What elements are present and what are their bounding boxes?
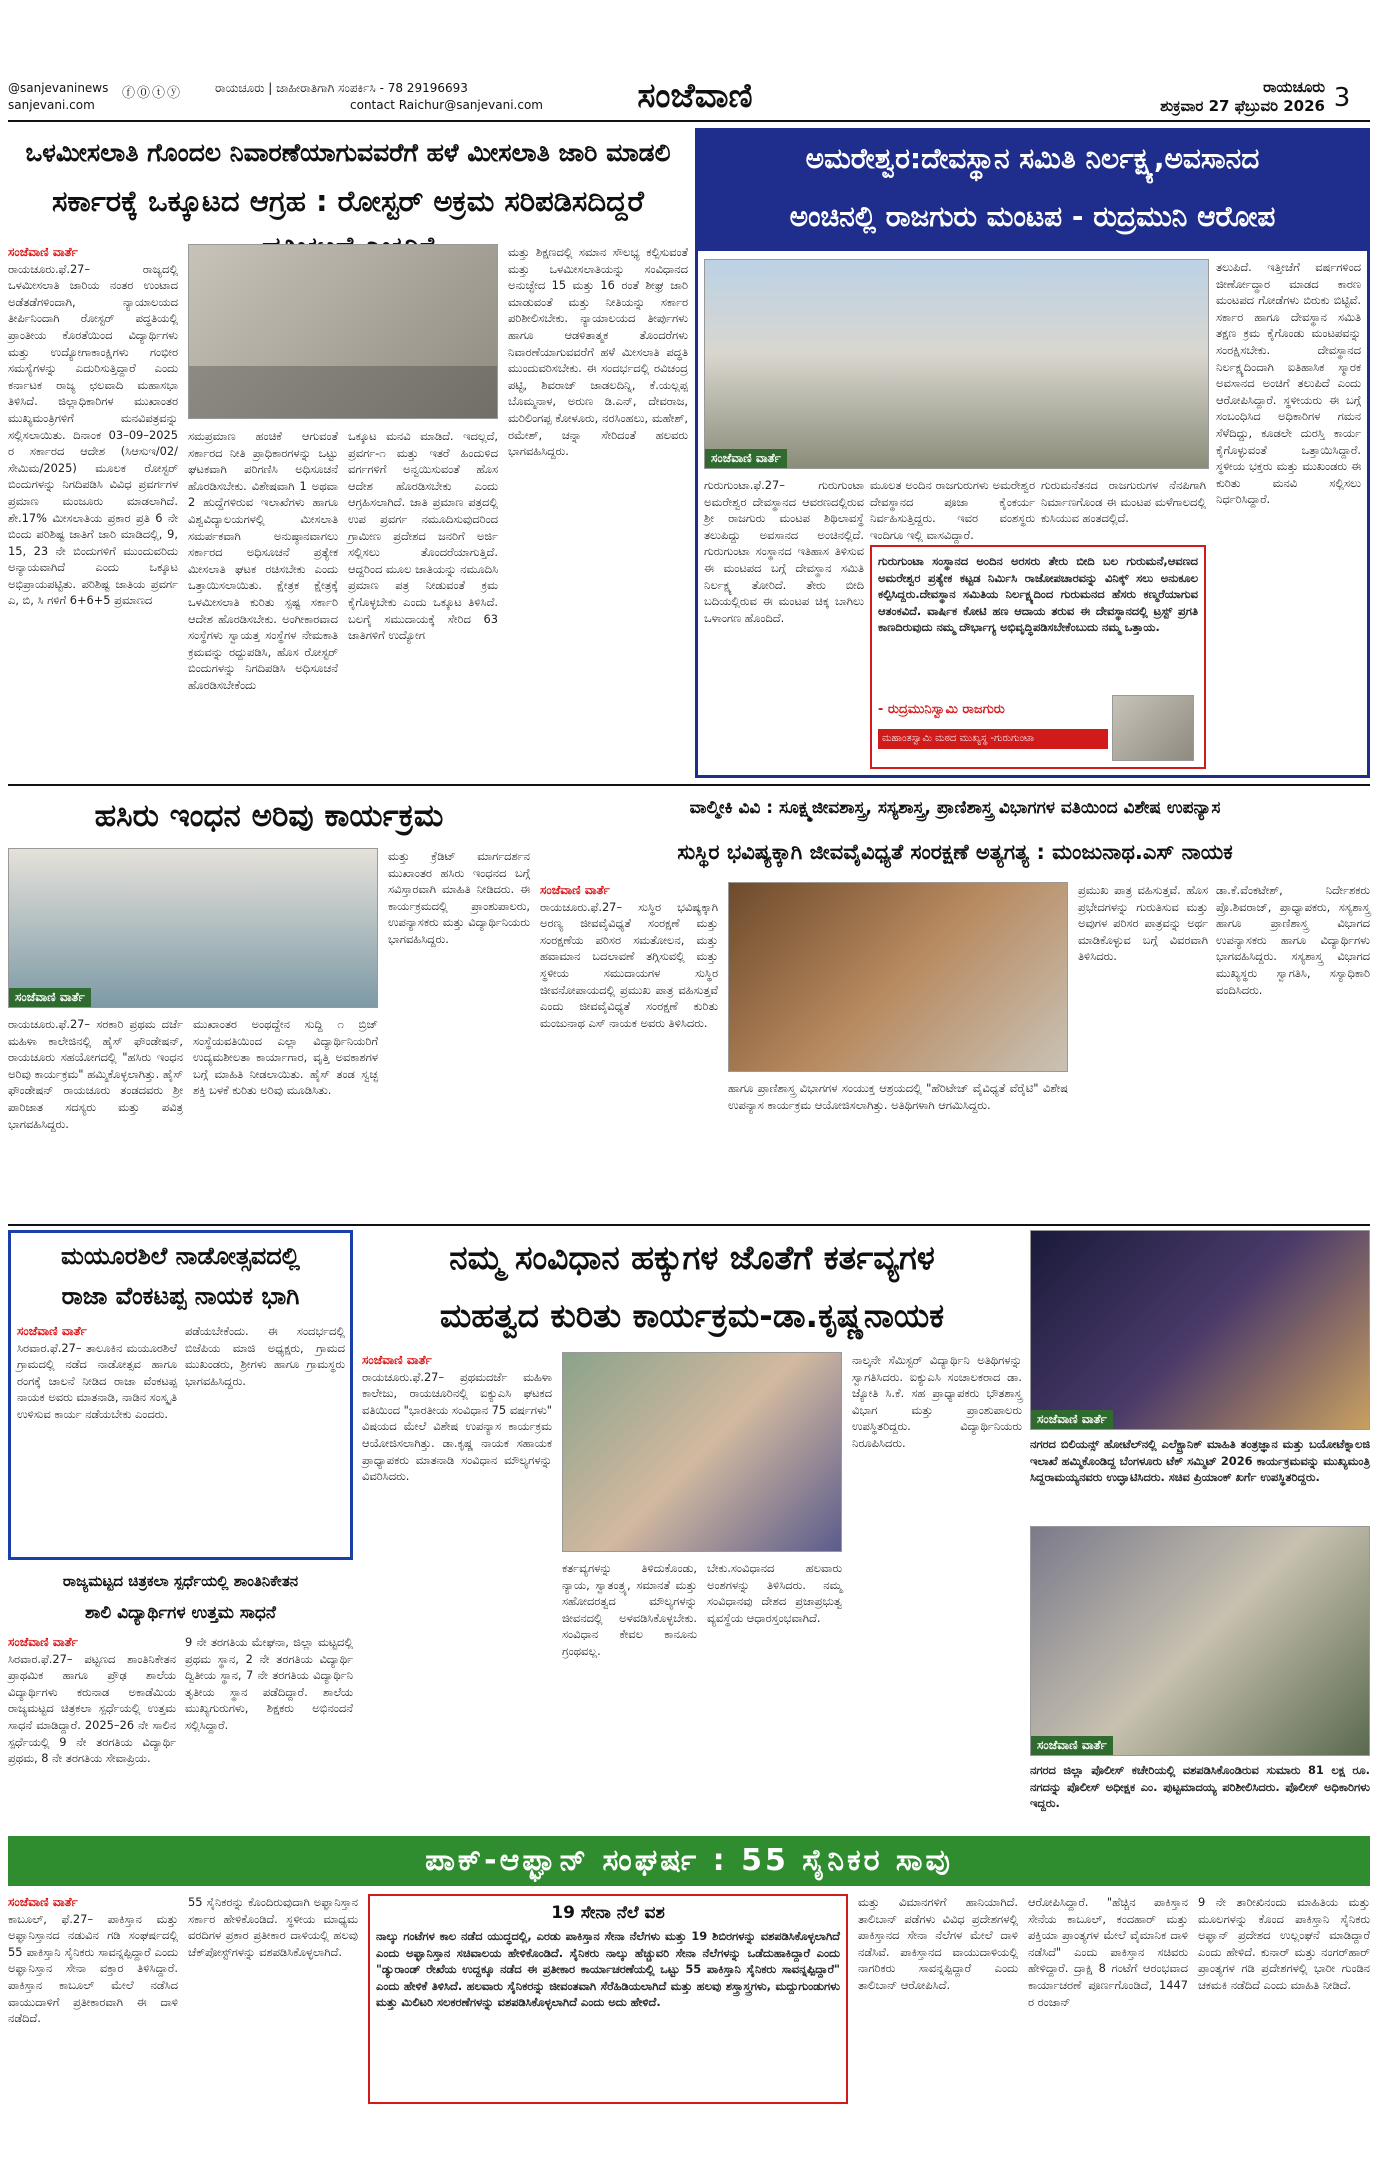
byline: ಸಂಜೆವಾಣಿ ವಾರ್ತೆ xyxy=(362,1353,432,1367)
divider xyxy=(8,784,1370,786)
story-kicker: ಒಳಮೀಸಲಾತಿ ಗೊಂದಲ ನಿವಾರಣೆಯಾಗುವವರೆಗೆ ಹಳೆ ಮೀಸಲಾತಿ ಜಾರಿ ಮಾಡಲಿ xyxy=(25,138,671,167)
photo-tag: ಸಂಜೆವಾಣಿ ವಾರ್ತೆ xyxy=(1031,1736,1113,1755)
divider xyxy=(8,120,1370,122)
story-headline: ಸರ್ಕಾರಕ್ಕೆ ಒಕ್ಕೂಟದ ಆಗ್ರಹ : ರೋಸ್ಟರ್ ಅಕ್ರಮ ಸರಿಪಡಿಸದಿದ್ದರೆ xyxy=(52,184,644,218)
story-photo xyxy=(562,1352,842,1552)
story-column xyxy=(562,1560,697,1830)
story-text: ಮುಖಾಂತರ ಅಂಥದ್ದೇನ ಸುದ್ದಿ ೧ ಬ್ರಿಜ್ ಸಂಸ್ಥೆಯವತಿಯಿಂದ ಎಲ್ಲಾ ವಿದ್ಯಾರ್ಥಿನಿಯರಿಗೆ ಉದ್ಯಮಶೀಲತಾ ಕಾರ್ಯಾಗಾರ, ವೃತ್ತಿ ಅವಕಾಶಗಳ ಬಗ್ಗೆ ಮಾಹಿತಿ ನೀಡಲಾಯಿತು. ಹೈಸ್ ತಂಡ ಸ್ವಚ್ಛ ಶಕ್ತಿ ಬಳಕೆ ಕುರಿತು ಅರಿವು ಮೂಡಿಸಿತು. xyxy=(193,1017,378,1098)
photo-tag: ಸಂಜೆವಾಣಿ ವಾರ್ತೆ xyxy=(705,449,787,468)
story-text: ರಾಯಚೂರು.ಫೆ.27– ಪ್ರಥಮದರ್ಜೆ ಮಹಿಳಾ ಕಾಲೇಜು, ರಾಯಚೂರಿನಲ್ಲಿ ಐಕ್ಯುಎಸಿ ಘಟಕದ ವತಿಯಿಂದ "ಭಾರತೀಯ ಸಂವಿಧಾನ 75 ವರ್ಷಗಳು" ವಿಷಯದ ಮೇಲೆ ವಿಶೇಷ ಉಪನ್ಯಾಸ ಕಾರ್ಯಕ್ರಮ ಆಯೋಜಿಸಲಾಗಿತ್ತು. ಡಾ.ಕೃಷ್ಣ ನಾಯಕ ಸಹಾಯಕ ಪ್ರಾಧ್ಯಾಪಕರು ಮಾತನಾಡಿ ಸಂವಿಧಾನ ಮೌಲ್ಯಗಳನ್ನು ವಿವರಿಸಿದರು. xyxy=(362,1369,552,1484)
story-column xyxy=(1216,259,1361,769)
story-biodiversity xyxy=(540,790,1370,1220)
story-column xyxy=(728,1080,1068,1220)
story-column xyxy=(1028,1894,1188,2161)
story-text: ಗುರುಮನೆತನದ ರಾಜಗುರುಗಳ ನೆನಪಿಗಾಗಿ ನಿರ್ಮಾಣಗೊಂಡ ಈ ಮಂಟಪ ಮಳೆಗಾಲದಲ್ಲಿ ಕುಸಿಯುವ ಹಂತದಲ್ಲಿದೆ. xyxy=(1041,478,1206,526)
story-pak-afghan xyxy=(8,1836,1370,2161)
story-kicker: ವಾಲ್ಮೀಕಿ ವಿವಿ : ಸೂಕ್ಷ್ಮಜೀವಶಾಸ್ತ್ರ, ಸಸ್ಯಶಾಸ್ತ್ರ, ಪ್ರಾಣಿಶಾಸ್ತ್ರ ವಿಭಾಗಗಳ ವತಿಯಿಂದ ವಿಶೇಷ ಉಪನ್ಯಾಸ xyxy=(689,798,1221,818)
story-column xyxy=(388,848,530,1220)
ad-contact: ರಾಯಚೂರು | ಜಾಹೀರಾತಿಗಾಗಿ ಸಂಪರ್ಕಿಸಿ - 78 29196693 contact Raichur@sanjevani.com xyxy=(215,81,543,112)
story-column xyxy=(185,1323,345,1557)
edition: ರಾಯಚೂರು xyxy=(1263,78,1325,96)
story-drawing-contest xyxy=(8,1566,353,1831)
story-headline: ರಾಜಾ ವೆಂಕಟಪ್ಪ ನಾಯಕ ಭಾಗಿ xyxy=(61,1282,300,1310)
story-text: ಒಕ್ಕೂಟ ಮನವಿ ಮಾಡಿದೆ. ಇದಲ್ಲದೆ, ಪ್ರವರ್ಗ-೧ ಮತ್ತು ಇತರೆ ಹಿಂದುಳಿದ ವರ್ಗಗಳಿಗೆ ಅನ್ವಯಿಸುವಂತೆ ಹೊಸ ಆದೇಶ ಹೊರಡಿಸಬೇಕು ಎಂದು ಆಗ್ರಹಿಸಲಾಗಿದೆ. ಜಾತಿ ಪ್ರಮಾಣ ಪತ್ರದಲ್ಲಿ ಉಪ ಪ್ರವರ್ಗ ನಮೂದಿಸುವುದರಿಂದ ಗ್ರಾಮೀಣ ಪ್ರದೇಶದ ಜನರಿಗೆ ಅರ್ಜಿ ಸಲ್ಲಿಸಲು ತೊಂದರೆಯಾಗುತ್ತಿದೆ. ಆದ್ದರಿಂದ ಮೂಲ ಜಾತಿಯನ್ನು ನಮೂದಿಸಿ ಪ್ರಮಾಣ ಪತ್ರ ನೀಡುವಂತೆ ಕ್ರಮ ಕೈಗೊಳ್ಳಬೇಕು ಎಂದು ಒಕ್ಕೂಟ ತಿಳಿಸಿದೆ. ಬಲಗೈ ಸಮುದಾಯಕ್ಕೆ ಸೇರಿದ 63 ಜಾತಿಗಳಿಗೆ ಉದ್ಯೋಗ xyxy=(348,429,498,643)
story-column xyxy=(1216,882,1370,1220)
photo-story-tech-summit xyxy=(1030,1230,1370,1520)
story-headline: ಹಸಿರು ಇಂಧನ ಅರಿವು ಕಾರ್ಯಕ್ರಮ xyxy=(94,798,444,834)
story-text: ಕಾಬೂಲ್, ಫೆ.27– ಪಾಕಿಸ್ತಾನ ಮತ್ತು ಅಫ್ಘಾನಿಸ್ತಾನದ ನಡುವಿನ ಗಡಿ ಸಂಘರ್ಷದಲ್ಲಿ 55 ಪಾಕಿಸ್ತಾನಿ ಸೈನಿಕರು ಸಾವನ್ನಪ್ಪಿದ್ದಾರೆ ಎಂದು ಅಫ್ಘಾನಿಸ್ತಾನ ಸೇನಾ ವಕ್ತಾರ ತಿಳಿಸಿದ್ದಾರೆ. ಪಾಕಿಸ್ತಾನ ಕಾಬೂಲ್ ಮೇಲೆ ನಡೆಸಿದ ವಾಯುದಾಳಿಗೆ ಪ್ರತೀಕಾರವಾಗಿ ಈ ದಾಳಿ ನಡೆದಿದೆ. xyxy=(8,1911,178,2026)
story-headline: ಅಂಚಿನಲ್ಲಿ ರಾಜಗುರು ಮಂಟಪ - ರುದ್ರಮುನಿ ಆರೋಪ xyxy=(789,200,1276,233)
story-text: ಗುರುಗುಂಟಾ.ಫೆ.27– ಗುರುಗುಂಟಾ ಅಮರೇಶ್ವರ ದೇವಸ್ಥಾನದ ಆವರಣದಲ್ಲಿರುವ ಶ್ರೀ ರಾಜಗುರು ಮಂಟಪ ಶಿಥಿಲಾವಸ್ಥೆ ತಲುಪಿದ್ದು ಅವಸಾನದ ಅಂಚಿನಲ್ಲಿದೆ. ಗುರುಗುಂಟಾ ಸಂಸ್ಥಾನದ ಇತಿಹಾಸ ತಿಳಿಸುವ ಈ ಮಂಟಪದ ಬಗ್ಗೆ ದೇವಸ್ಥಾನ ಸಮಿತಿ ನಿರ್ಲಕ್ಷ್ಯ ತೋರಿದೆ. ತೇರು ಬೀದಿ ಬದಿಯಲ್ಲಿರುವ ಈ ಮಂಟಪ ಚಿಕ್ಕ ಬಾಗಿಲು ಒಳಾಂಗಣ ಹೊಂದಿದೆ. xyxy=(704,478,864,625)
photo-caption: ನಗರದ ಜಿಲ್ಲಾ ಪೊಲೀಸ್ ಕಚೇರಿಯಲ್ಲಿ ವಶಪಡಿಸಿಕೊಂಡಿರುವ ಸುಮಾರು 81 ಲಕ್ಷ ರೂ. ನಗದನ್ನು ಪೊಲೀಸ್ ಅಧೀಕ್ಷಕ ಎಂ. ಪುಟ್ಟಮಾದಯ್ಯ ಪರಿಶೀಲಿಸಿದರು. ಪೊಲೀಸ್ ಅಧಿಕಾರಿಗಳು ಇದ್ದರು. xyxy=(1030,1763,1370,1811)
edition-date xyxy=(965,78,1325,118)
contact-email[interactable]: contact Raichur@sanjevani.com xyxy=(350,98,543,112)
story-column xyxy=(870,477,1035,542)
social-handles xyxy=(8,80,128,116)
story-column xyxy=(1041,477,1206,537)
story-column xyxy=(185,1634,353,1831)
story-headline: ರಾಜ್ಯಮಟ್ಟದ ಚಿತ್ರಕಲಾ ಸ್ಪರ್ಧೆಯಲ್ಲಿ ಶಾಂತಿನಿಕೇತನ xyxy=(62,1572,299,1590)
story-text: ಕರ್ತವ್ಯಗಳನ್ನು ತಿಳಿದುಕೊಂಡು, ನ್ಯಾಯ, ಸ್ವಾತಂತ್ರ್ಯ, ಸಮಾನತೆ ಮತ್ತು ಸಹೋದರತ್ವದ ಮೌಲ್ಯಗಳನ್ನು ಜೀವನದಲ್ಲಿ ಅಳವಡಿಸಿಕೊಳ್ಳಬೇಕು. ಸಂವಿಧಾನ ಕೇವಲ ಕಾನೂನು ಗ್ರಂಥವಲ್ಲ. xyxy=(562,1561,697,1658)
photo-caption: ನಗರದ ಬಿಲಿಯನ್ಸ್ ಹೋಟೆಲ್‌ನಲ್ಲಿ ಎಲೆಕ್ಟ್ರಾನಿಕ್ ಮಾಹಿತಿ ತಂತ್ರಜ್ಞಾನ ಮತ್ತು ಬಯೋಟೆಕ್ನಾಲಜಿ ಇಲಾಖೆ ಹಮ್ಮಿಕೊಂಡಿದ್ದ ಬೆಂಗಳೂರು ಟೆಕ್ ಸಮ್ಮಿಟ್ 2026 ಕಾರ್ಯಕ್ರಮವನ್ನು ಮುಖ್ಯಮಂತ್ರಿ ಸಿದ್ದರಾಮಯ್ಯನವರು ಉದ್ಘಾಟಿಸಿದರು. ಸಚಿವ ಪ್ರಿಯಾಂಕ್ ಖರ್ಗೆ ಉಪಸ್ಥಿತರಿದ್ದರು. xyxy=(1030,1437,1370,1485)
story-text: ಆರೋಪಿಸಿದ್ದಾರೆ. "ಹೆಚ್ಚಿನ ಪಾಕಿಸ್ತಾನ ಸೇನೆಯ ಕಾಬೂಲ್, ಕಂದಹಾರ್ ಮತ್ತು ಪಕ್ತಿಯಾ ಪ್ರಾಂತ್ಯಗಳ ಮೇಲೆ ವೈಮಾನಿಕ ದಾಳಿ ನಡೆಸಿದೆ" ಎಂದು ಪಾಕಿಸ್ತಾನ ಸಚಿವರು ಹೇಳಿದ್ದಾರೆ. ದ್ರಾಕ್ಷಿ 8 ಗಂಟೆಗೆ ಆರಂಭವಾದ ಕಾರ್ಯಾಚರಣೆ ಪೂರ್ಣಗೊಂಡಿದೆ, 1447 ರ ರಂಜಾನ್ xyxy=(1028,1895,1188,2009)
story-text: ರಾಯಚೂರು.ಫೆ.27– ರಾಜ್ಯದಲ್ಲಿ ಒಳಮೀಸಲಾತಿ ಜಾರಿಯ ನಂತರ ಉಂಟಾದ ಅಡೆತಡೆಗಳಿಂದಾಗಿ, ನ್ಯಾಯಾಲಯದ ತೀರ್ಪಿನಿಂದಾಗಿ ರೋಸ್ಟರ್ ಪದ್ಧತಿಯಲ್ಲಿ ಪ್ರಾಂತೀಯ ಕೊರತೆಯಿಂದ ವಿದ್ಯಾರ್ಥಿಗಳು ಮತ್ತು ಉದ್ಯೋಗಾಕಾಂಕ್ಷಿಗಳು ಗಂಭೀರ ಸಮಸ್ಯೆಗಳನ್ನು ಎದುರಿಸುತ್ತಿದ್ದಾರೆ ಎಂದು ಕರ್ನಾಟಕ ರಾಜ್ಯ ಛಲವಾದಿ ಮಹಾಸಭಾ ತಿಳಿಸಿದೆ. ಜಿಲ್ಲಾಧಿಕಾರಿಗಳ ಮುಖಾಂತರ ಮುಖ್ಯಮಂತ್ರಿಗಳಿಗೆ ಮನವಿಪತ್ರವನ್ನು ಸಲ್ಲಿಸಲಾಯಿತು. ದಿನಾಂಕ 03–09–2025 ರ ಸರ್ಕಾರದ ಆದೇಶ (ಸಿಆಸುಇ/02/ಸೇಮಿಮ/2025) ಮೂಲಕ ರೋಸ್ಟರ್ ಬಿಂದುಗಳನ್ನು ನಿಗದಿಪಡಿಸಿ ವಿವಿಧ ಪ್ರವರ್ಗಗಳ ಪ್ರಮಾಣ ಮಂಜೂರು ಮಾಡಲಾಗಿದೆ. ಶೇ.17% ಮೀಸಲಾತಿಯ ಪ್ರಕಾರ ಪ್ರತಿ 6 ನೇ ಬಿಂದು ಪರಿಶಿಷ್ಟ ಜಾತಿಗೆ ಜಾರಿ ಮಾಡಿದಲ್ಲಿ, 9, 15, 23 ನೇ ಬಿಂದುಗಳಿಗೆ ಮುಂದುವರಿದು ಅನ್ಯಾಯವಾಗಿದೆ ಎಂದು ಒಕ್ಕೂಟ ಅಭಿಪ್ರಾಯಪಟ್ಟಿತು. ಪರಿಶಿಷ್ಟ ಜಾತಿಯ ಪ್ರವರ್ಗ ಎ, ಬಿ, ಸಿ ಗಳಿಗೆ 6+6+5 ಪ್ರಮಾಣದ xyxy=(8,261,178,608)
story-text: ಡಾ.ಕೆ.ವೆಂಕಟೇಶ್, ನಿರ್ದೇಶಕರು ಪ್ರೊ.ಶಿವರಾಜ್, ಪ್ರಾಧ್ಯಾಪಕರು, ಸಸ್ಯಶಾಸ್ತ್ರ ಹಾಗೂ ಪ್ರಾಣಿಶಾಸ್ತ್ರ ವಿಭಾಗದ ಉಪನ್ಯಾಸಕರು ಹಾಗೂ ವಿದ್ಯಾರ್ಥಿಗಳು ಭಾಗವಹಿಸಿದ್ದರು. ಸಸ್ಯಶಾಸ್ತ್ರ ವಿಭಾಗದ ಮುಖ್ಯಸ್ಥರು ಸ್ವಾಗತಿಸಿ, ಸಸ್ಯಾಧಿಕಾರಿ ವಂದಿಸಿದರು. xyxy=(1216,883,1370,997)
story-headline: ಅಮರೇಶ್ವರ:ದೇವಸ್ಥಾನ ಸಮಿತಿ ನಿರ್ಲಕ್ಷ್ಯ,ಅವಸಾನದ xyxy=(805,142,1260,175)
box-title: 19 ಸೇನಾ ನೆಲೆ ವಶ xyxy=(551,1903,665,1923)
story-headline: ಶಾಲಿ ವಿದ್ಯಾರ್ಥಿಗಳ ಉತ್ತಮ ಸಾಧನೆ xyxy=(85,1603,276,1623)
story-text: ಬೇಕು.ಸಂವಿಧಾನದ ಹಲವಾರು ಅಂಶಗಳನ್ನು ತಿಳಿಸಿದರು. ನಮ್ಮ ಸಂವಿಧಾನವು ದೇಶದ ಪ್ರಜಾಪ್ರಭುತ್ವ ವ್ಯವಸ್ಥೆಯ ಆಧಾರಸ್ತಂಭವಾಗಿದೆ. xyxy=(707,1561,842,1625)
story-text: ಸಿರವಾರ.ಫೆ.27– ತಾಲೂಕಿನ ಮಯೂರಶಿಲೆ ಗ್ರಾಮದಲ್ಲಿ ನಡೆದ ನಾಡೋತ್ಸವ ಹಾಗೂ ರಂಗಕ್ಕೆ ಚಾಲನೆ ನೀಡಿದ ರಾಜಾ ವೆಂಕಟಪ್ಪ ನಾಯಕ ಅವರು ಮಾತನಾಡಿ, ನಾಡಿನ ಸಂಸ್ಕೃತಿ ಉಳಿಸುವ ಕಾರ್ಯ ನಡೆಯಬೇಕು ಎಂದರು. xyxy=(17,1340,177,1421)
story-green-energy xyxy=(8,790,530,1220)
story-column xyxy=(188,428,338,778)
story-headline: ಪಾಕ್-ಆಫ್ಘಾನ್ ಸಂಘರ್ಷ : 55 ಸೈನಿಕರ ಸಾವು xyxy=(8,1836,1370,1886)
story-headline: ಮಹತ್ವದ ಕುರಿತು ಕಾರ್ಯಕ್ರಮ-ಡಾ.ಕೃಷ್ಣನಾಯಕ xyxy=(439,1296,945,1335)
event-photo xyxy=(1030,1526,1370,1756)
story-text: 9 ನೇ ತರಗತಿಯ ಮೇಘನಾ, ಜಿಲ್ಲಾ ಮಟ್ಟದಲ್ಲಿ ಪ್ರಥಮ ಸ್ಥಾನ, 2 ನೇ ತರಗತಿಯ ವಿದ್ಯಾರ್ಥಿ ದ್ವಿತೀಯ ಸ್ಥಾನ, 7 ನೇ ತರಗತಿಯ ವಿದ್ಯಾರ್ಥಿನಿ ತೃತೀಯ ಸ್ಥಾನ ಪಡೆದಿದ್ದಾರೆ. ಶಾಲೆಯ ಮುಖ್ಯಗುರುಗಳು, ಶಿಕ್ಷಕರು ಅಭಿನಂದನೆ ಸಲ್ಲಿಸಿದ್ದಾರೆ. xyxy=(185,1635,353,1732)
story-text: ರಾಯಚೂರು.ಫೆ.27– ಸರಕಾರಿ ಪ್ರಥಮ ದರ್ಜೆ ಮಹಿಳಾ ಕಾಲೇಜಿನಲ್ಲಿ ಹೈಸ್ ಫೌಂಡೇಷನ್, ರಾಯಚೂರು ಸಹಯೋಗದಲ್ಲಿ "ಹಸಿರು ಇಂಧನ ಅರಿವು ಕಾರ್ಯಕ್ರಮ" ಹಮ್ಮಿಕೊಳ್ಳಲಾಗಿತ್ತು. ಹೈಸ್ ಫೌಂಡೇಷನ್ ರಾಯಚೂರು ತಂಡದವರು ಶ್ರೀ ಪಾರಿಜಾತ ಸದಸ್ಯರು ಮತ್ತು ಪವಿತ್ರ ಭಾಗವಹಿಸಿದ್ದರು. xyxy=(8,1017,183,1131)
quote-title: ಮಹಾಂತಸ್ವಾಮಿ ಮಠದ ಮುಖ್ಯಸ್ಥ -ಗುರುಗುಂಟಾ xyxy=(878,729,1108,749)
story-column xyxy=(362,1352,552,1830)
desk-label: ರಾಯಚೂರು xyxy=(215,81,265,95)
story-text: 9 ನೇ ತಾರೀಖಿನಂದು ಮಾಹಿತಿಯ ಮತ್ತು ಮೂಲಗಳನ್ನು ಕೊಂದ ಪಾಕಿಸ್ತಾನಿ ಸೈನಿಕರು ಅಫ್ಘಾನ್ ಪ್ರದೇಶದ ಉಲ್ಲಂಘನೆ ಮಾಡಿದ್ದಾರೆ ಎಂದು ಹೇಳಿದೆ. ಕುನಾರ್ ಮತ್ತು ನಂಗರ್‌ಹಾರ್ ಪ್ರಾಂತ್ಯಗಳ ಗಡಿ ಪ್ರದೇಶಗಳಲ್ಲಿ ಭಾರೀ ಗುಂಡಿನ ಚಕಮಕಿ ನಡೆದಿದೆ ಎಂದು ಮಾಹಿತಿ ನೀಡಿದೆ. xyxy=(1198,1895,1370,1992)
byline: ಸಂಜೆವಾಣಿ ವಾರ್ತೆ xyxy=(17,1324,87,1338)
byline: ಸಂಜೆವಾಣಿ ವಾರ್ತೆ xyxy=(8,245,78,259)
story-constitution xyxy=(362,1230,1022,1830)
story-text: ಪ್ರಮುಖ ಪಾತ್ರ ವಹಿಸುತ್ತವೆ. ಹೊಸ ಪ್ರಭೇದಗಳನ್ನು ಗುರುತಿಸುವ ಮತ್ತು ಅವುಗಳ ಪರಿಸರ ಪಾತ್ರವನ್ನು ಅರ್ಥ ಮಾಡಿಕೊಳ್ಳುವ ಬಗ್ಗೆ ವಿವರವಾಗಿ ತಿಳಿಸಿದರು. xyxy=(1078,883,1208,964)
story-text: ಮತ್ತು ಶಿಕ್ಷಣದಲ್ಲಿ ಸಮಾನ ಸೌಲಭ್ಯ ಕಲ್ಪಿಸುವಂತೆ ಮತ್ತು ಒಳಮೀಸಲಾತಿಯನ್ನು ಸಂವಿಧಾನದ ಅನುಚ್ಛೇದ 15 ಮತ್ತು 16 ರಂತೆ ಶೀಘ್ರ ಜಾರಿ ಮಾಡುವಂತೆ ಮತ್ತು ನೀತಿಯನ್ನು ಸರ್ಕಾರ ಪರಿಶೀಲಿಸಬೇಕು. ನ್ಯಾಯಾಲಯದ ತೀರ್ಪುಗಳು ಹಾಗೂ ಆಡಳಿತಾತ್ಮಕ ತೊಂದರೆಗಳು ನಿವಾರಣೆಯಾಗುವವರೆಗೆ ಹಳೆ ಮೀಸಲಾತಿ ಪದ್ಧತಿ ಮುಂದುವರಿಸಬೇಕು. ಈ ಸಂದರ್ಭದಲ್ಲಿ ರವಿಚಂದ್ರ ಪಟ್ಟಿ, ಶಿವರಾಜ್ ಜಾಡಲದಿನ್ನಿ, ಕೆ.ಯಲ್ಲಪ್ಪ ಬೊಮ್ಮನಾಳ, ಅರುಣ ಡಿ.ಎನ್, ದೇವರಾಜ, ಮರಿಲಿಂಗಪ್ಪ ಕೋಳೂರು, ನರಸಿಂಹಲು, ಮಹೇಶ್, ರಮೇಶ್, ಚನ್ನಾ ಸೇರಿದಂತೆ ಹಲವರು ಭಾಗವಹಿಸಿದ್ದರು. xyxy=(508,245,688,459)
story-column xyxy=(193,1016,378,1220)
byline: ಸಂಜೆವಾಣಿ ವಾರ್ತೆ xyxy=(8,1895,78,1909)
highlight-box xyxy=(368,1894,848,2104)
site-url[interactable]: sanjevani.com xyxy=(8,98,95,112)
masthead: ಸಂಜೆವಾಣಿ xyxy=(637,76,753,116)
story-text: ನಾಲ್ಕನೇ ಸೆಮಿಸ್ಟರ್ ವಿದ್ಯಾರ್ಥಿನಿ ಅತಿಥಿಗಳನ್ನು ಸ್ವಾಗತಿಸಿದರು. ಐಕ್ಯುಎಸಿ ಸಂಚಾಲಕರಾದ ಡಾ. ಜ್ಯೋತಿ ಸಿ.ಕೆ. ಸಹ ಪ್ರಾಧ್ಯಾಪಕರು ಭೌತಶಾಸ್ತ್ರ ವಿಭಾಗ ಮತ್ತು ಪ್ರಾಂಶುಪಾಲರು ಉಪಸ್ಥಿತರಿದ್ದರು. ವಿದ್ಯಾರ್ಥಿನಿಯರು ನಿರೂಪಿಸಿದರು. xyxy=(852,1353,1022,1450)
story-column xyxy=(17,1323,177,1557)
story-column xyxy=(858,1894,1018,2161)
story-text: ರಾಯಚೂರು.ಫೆ.27– ಸುಸ್ಥಿರ ಭವಿಷ್ಯಕ್ಕಾಗಿ ಅರಣ್ಯ ಜೀವವೈವಿಧ್ಯತೆ ಸಂರಕ್ಷಣೆ ಮತ್ತು ಸಂರಕ್ಷಣೆಯ ಪರಿಸರ ಸಮತೋಲನ, ಮತ್ತು ಹವಾಮಾನ ಬದಲಾವಣೆ ತಗ್ಗಿಸುವಲ್ಲಿ ಮತ್ತು ಸ್ಥಳೀಯ ಸಮುದಾಯಗಳ ಸುಸ್ಥಿರ ಜೀವನೋಪಾಯದಲ್ಲಿ ಪ್ರಮುಖ ಪಾತ್ರ ವಹಿಸುತ್ತವೆ ಎಂದು ಜೀವವೈವಿಧ್ಯತೆ ಸಂರಕ್ಷಣೆ ಕುರಿತು ಮಂಜುನಾಥ ಎಸ್ ನಾಯಕ ಅವರು ತಿಳಿಸಿದರು. xyxy=(540,899,718,1030)
byline: ಸಂಜೆವಾಣಿ ವಾರ್ತೆ xyxy=(540,883,610,897)
story-column xyxy=(704,477,864,767)
temple-photo xyxy=(704,259,1209,469)
story-column xyxy=(1078,882,1208,1220)
story-column xyxy=(8,1016,183,1220)
story-column xyxy=(508,244,688,778)
story-nadotsava xyxy=(8,1230,353,1560)
story-temple xyxy=(695,128,1370,778)
social-handle: @sanjevaninews xyxy=(8,81,109,95)
portrait-photo xyxy=(1112,695,1194,761)
quote-name: - ರುದ್ರಮುನಿಸ್ವಾಮಿ ರಾಜಗುರು xyxy=(878,702,1005,717)
page-number: 3 xyxy=(1333,83,1351,113)
photo-story-police-cash xyxy=(1030,1526,1370,1830)
story-photo xyxy=(8,848,378,1008)
story-column xyxy=(188,1894,358,2161)
story-column xyxy=(8,244,178,778)
story-text: ತಲುಪಿದೆ. ಇತ್ತೀಚೆಗೆ ವರ್ಷಗಳಿಂದ ಜೀರ್ಣೋದ್ಧಾರ ಮಾಡದ ಕಾರಣ ಮಂಟಪದ ಗೋಡೆಗಳು ಬಿರುಕು ಬಿಟ್ಟಿವೆ. ಸರ್ಕಾರ ಹಾಗೂ ದೇವಸ್ಥಾನ ಸಮಿತಿ ತಕ್ಷಣ ಕ್ರಮ ಕೈಗೊಂಡು ಮಂಟಪವನ್ನು ಸಂರಕ್ಷಿಸಬೇಕು. ದೇವಸ್ಥಾನದ ನಿರ್ಲಕ್ಷ್ಯದಿಂದಾಗಿ ಐತಿಹಾಸಿಕ ಸ್ಮಾರಕ ಅವಸಾನದ ಅಂಚಿಗೆ ತಲುಪಿದೆ ಎಂದು ಆರೋಪಿಸಿದ್ದಾರೆ. ಸ್ಥಳೀಯರು ಈ ಬಗ್ಗೆ ಸಂಬಂಧಿಸಿದ ಅಧಿಕಾರಿಗಳ ಗಮನ ಸೆಳೆದಿದ್ದು, ಕೂಡಲೇ ದುರಸ್ತಿ ಕಾರ್ಯ ಕೈಗೊಳ್ಳುವಂತೆ ಒತ್ತಾಯಿಸಿದ್ದಾರೆ. ಸ್ಥಳೀಯ ಭಕ್ತರು ಮತ್ತು ಮುಖಂಡರು ಈ ಕುರಿತು ಮನವಿ ಸಲ್ಲಿಸಲು ನಿರ್ಧರಿಸಿದ್ದಾರೆ. xyxy=(1216,260,1361,507)
byline: ಸಂಜೆವಾಣಿ ವಾರ್ತೆ xyxy=(8,1635,78,1649)
photo-tag: ಸಂಜೆವಾಣಿ ವಾರ್ತೆ xyxy=(9,988,91,1007)
story-headline: ಸುಸ್ಥಿರ ಭವಿಷ್ಯಕ್ಕಾಗಿ ಜೀವವೈವಿಧ್ಯತೆ ಸಂರಕ್ಷಣೆ ಅತ್ಯಗತ್ಯ : ಮಂಜುನಾಥ.ಎಸ್ ನಾಯಕ xyxy=(677,840,1233,864)
story-column xyxy=(707,1560,842,1830)
story-photo xyxy=(728,882,1068,1072)
story-headline: ಮಯೂರಶಿಲೆ ನಾಡೋತ್ಸವದಲ್ಲಿ xyxy=(61,1242,300,1270)
story-text: ಮೂಲತ ಅಂದಿನ ರಾಜಗುರುಗಳು ಅಮರೇಶ್ವರ ದೇವಸ್ಥಾನದ ಪೂಜಾ ಕೈಂಕರ್ಯ ನಿರ್ವಹಿಸುತ್ತಿದ್ದರು. ಇವರ ವಂಶಸ್ಥರು ಇಂದಿಗೂ ಇಲ್ಲಿ ವಾಸವಿದ್ದಾರೆ. xyxy=(870,478,1035,542)
photo-tag: ಸಂಜೆವಾಣಿ ವಾರ್ತೆ xyxy=(1031,1410,1113,1429)
story-text: 55 ಸೈನಿಕರನ್ನು ಕೊಂದಿರುವುದಾಗಿ ಅಫ್ಘಾನಿಸ್ತಾನ ಸರ್ಕಾರ ಹೇಳಿಕೊಂಡಿದೆ. ಸ್ಥಳೀಯ ಮಾಧ್ಯಮ ವರದಿಗಳ ಪ್ರಕಾರ ಪ್ರತೀಕಾರ ದಾಳಿಯಲ್ಲಿ ಹಲವು ಚೆಕ್‌ಪೋಸ್ಟ್‌ಗಳನ್ನು ವಶಪಡಿಸಿಕೊಳ್ಳಲಾಗಿದೆ. xyxy=(188,1895,358,1959)
story-banner xyxy=(698,131,1367,251)
event-photo xyxy=(1030,1230,1370,1430)
story-column xyxy=(540,882,718,1220)
story-text: ಸಿರವಾರ.ಫೆ.27– ಪಟ್ಟಣದ ಶಾಂತಿನಿಕೇತನ ಪ್ರಾಥಮಿಕ ಹಾಗೂ ಪ್ರೌಢ ಶಾಲೆಯ ವಿದ್ಯಾರ್ಥಿಗಳು ಕರುನಾಡ ಅಕಾಡೆಮಿಯ ರಾಜ್ಯಮಟ್ಟದ ಚಿತ್ರಕಲಾ ಸ್ಪರ್ಧೆಯಲ್ಲಿ ಉತ್ತಮ ಸಾಧನೆ ಮಾಡಿದ್ದಾರೆ. 2025–26 ನೇ ಸಾಲಿನ ಸ್ಪರ್ಧೆಯಲ್ಲಿ 9 ನೇ ತರಗತಿಯ ವಿದ್ಯಾರ್ಥಿ ಪ್ರಥಮ, 8 ನೇ ತರಗತಿಯ ಸೇವಾಪ್ರಿಯ. xyxy=(8,1651,176,1766)
ad-line: ಜಾಹೀರಾತಿಗಾಗಿ ಸಂಪರ್ಕಿಸಿ - 78 29196693 xyxy=(276,81,468,95)
story-headline: ನಮ್ಮ ಸಂವಿಧಾನ ಹಕ್ಕುಗಳ ಜೊತೆಗೆ ಕರ್ತವ್ಯಗಳ xyxy=(449,1238,935,1277)
box-text: ನಾಲ್ಕು ಗಂಟೆಗಳ ಕಾಲ ನಡೆದ ಯುದ್ಧದಲ್ಲಿ, ಎರಡು ಪಾಕಿಸ್ತಾನ ಸೇನಾ ನೆಲೆಗಳು ಮತ್ತು 19 ಶಿಬಿರಗಳನ್ನು ವಶಪಡಿಸಿಕೊಳ್ಳಲಾಗಿದೆ ಎಂದು ಅಫ್ಘಾನಿಸ್ತಾನ ಸಚಿವಾಲಯ ಹೇಳಿಕೊಂಡಿದೆ. ಸೈನಿಕರು ನಾಲ್ಕು ಹೆಚ್ಚುವರಿ ಸೇನಾ ನೆಲೆಗಳನ್ನು ಒಡೆದುಹಾಕಿದ್ದಾರೆ ಎಂದು "ಡ್ಯುರಾಂಡ್ ರೇಖೆಯ ಉದ್ದಕ್ಕೂ ನಡೆದ ಈ ಪ್ರತೀಕಾರ ಕಾರ್ಯಾಚರಣೆಯಲ್ಲಿ ಒಟ್ಟು 55 ಪಾಕಿಸ್ತಾನಿ ಸೈನಿಕರು ಸಾವನ್ನಪ್ಪಿದ್ದಾರೆ" ಎಂದು ಹೇಳಿಕೆ ತಿಳಿಸಿದೆ. ಹಲವಾರು ಸೈನಿಕರನ್ನು ಜೀವಂತವಾಗಿ ಸೆರೆಹಿಡಿಯಲಾಗಿದೆ ಮತ್ತು ಹಲವು ಶಸ್ತ್ರಾಸ್ತ್ರಗಳು, ಮದ್ದುಗುಂಡುಗಳು ಮತ್ತು ಮಿಲಿಟರಿ ಸಲಕರಣೆಗಳನ್ನು ವಶಪಡಿಸಿಕೊಳ್ಳಲಾಗಿದೆ ಎಂದು ಅದು ಹೇಳಿದೆ. xyxy=(376,1929,840,2010)
date: ಶುಕ್ರವಾರ 27 ಫೆಬ್ರುವರಿ 2026 xyxy=(1160,97,1325,115)
story-column xyxy=(348,428,498,778)
quote-box xyxy=(870,545,1206,769)
story-text: ಹಾಗೂ ಪ್ರಾಣಿಶಾಸ್ತ್ರ ವಿಭಾಗಗಳ ಸಂಯುಕ್ತ ಆಶ್ರಯದಲ್ಲಿ "ಹೆರಿಟೇಜ್ ವೈವಿಧ್ಯತೆ ವೆರೈಟಿ" ವಿಶೇಷ ಉಪನ್ಯಾಸ ಕಾರ್ಯಕ್ರಮ ಆಯೋಜಿಸಲಾಗಿತ್ತು. ಅತಿಥಿಗಳಾಗಿ ಆಗಮಿಸಿದ್ದರು. xyxy=(728,1081,1068,1112)
story-column xyxy=(1198,1894,1370,2161)
story-reservation xyxy=(8,128,688,778)
story-text: ಮತ್ತು ವಿಮಾನಗಳಿಗೆ ಹಾನಿಯಾಗಿದೆ. ತಾಲಿಬಾನ್ ಪಡೆಗಳು ವಿವಿಧ ಪ್ರದೇಶಗಳಲ್ಲಿ ಪಾಕಿಸ್ತಾನದ ಸೇನಾ ನೆಲೆಗಳ ಮೇಲೆ ದಾಳಿ ನಡೆಸಿವೆ. ಪಾಕಿಸ್ತಾನದ ವಾಯುದಾಳಿಯಲ್ಲಿ ನಾಗರಿಕರು ಸಾವನ್ನಪ್ಪಿದ್ದಾರೆ ಎಂದು ತಾಲಿಬಾನ್ ಆರೋಪಿಸಿದೆ. xyxy=(858,1895,1018,1992)
story-text: ಮತ್ತು ಕ್ರೆಡಿಟ್ ಮಾರ್ಗದರ್ಶನ ಮುಖಾಂತರ ಹಸಿರು ಇಂಧನದ ಬಗ್ಗೆ ಸವಿಸ್ತಾರವಾಗಿ ಮಾಹಿತಿ ನೀಡಿದರು. ಈ ಕಾರ್ಯಕ್ರಮದಲ್ಲಿ ಪ್ರಾಂಶುಪಾಲರು, ಉಪನ್ಯಾಸಕರು ಮತ್ತು ವಿದ್ಯಾರ್ಥಿನಿಯರು ಭಾಗವಹಿಸಿದ್ದರು. xyxy=(388,849,530,946)
top-bar xyxy=(0,0,1378,120)
story-column xyxy=(8,1634,176,1831)
divider xyxy=(8,1224,1370,1226)
quote-text: ಗುರುಗುಂಟಾ ಸಂಸ್ಥಾನದ ಅಂದಿನ ಅರಸರು ತೇರು ಬೀದಿ ಬಲ ಗುರುಮನೆ,ಆವಣದ ಅಮರೇಶ್ವರ ಪ್ರತ್ಯೇಕ ಕಟ್ಟಡ ನಿರ್ಮಿಸಿ ರಾಜೋಪಚಾರವನ್ನು ವಿನಿಕ್ಕ್ ಸಲು ಅನುಕೂಲ ಕಲ್ಪಿಸಿದ್ದರು.ದೇವಸ್ಥಾನ ಸಮಿತಿಯ ನಿರ್ಲಕ್ಷ್ಯದಿಂದ ಗುರುಮನದ ಹೆಸರು ಕಣ್ಮರೆಯಾಗುವ ಆತಂಕವಿದೆ. ವಾರ್ಷಿಕ ಕೋಟಿ ಹಣ ಆದಾಯ ತರುವ ಈ ದೇವಸ್ಥಾನದಲ್ಲಿ ಟ್ರಸ್ಟ್ ಪ್ರಗತಿ ಕಾಣದಿರುವುದು ನಮ್ಮ ದೌರ್ಭಾಗ್ಯ ಅಭಿವೃದ್ಧಿಪಡಿಸಬೇಕೆಂಬುದು ನಮ್ಮ ಒತ್ತಾಯ. xyxy=(878,554,1198,635)
story-text: ಪಡೆಯಬೇಕೆಂದು. ಈ ಸಂದರ್ಭದಲ್ಲಿ ಬಿಜೆಪಿಯ ಮಾಜಿ ಅಧ್ಯಕ್ಷರು, ಗ್ರಾಮದ ಮುಖಂಡರು, ಶ್ರೀಗಳು ಹಾಗೂ ಗ್ರಾಮಸ್ಥರು ಭಾಗವಹಿಸಿದ್ದರು. xyxy=(185,1324,345,1388)
social-icons: ⓕ⓪ⓣⓨ xyxy=(122,86,183,101)
story-photo xyxy=(188,244,498,419)
story-text: ಸಮಪ್ರಮಾಣ ಹಂಚಿಕೆ ಆಗುವಂತೆ ಸರ್ಕಾರದ ನೀತಿ ಪ್ರಾಧಿಕಾರಗಳನ್ನು ಒಟ್ಟು ಘಟಕವಾಗಿ ಪರಿಗಣಿಸಿ ಅಧಿಸೂಚನೆ ಹೊರಡಿಸಬೇಕು. ವಿಶೇಷವಾಗಿ 1 ಅಥವಾ 2 ಹುದ್ದೆಗಳಿರುವ ಇಲಾಖೆಗಳು ಹಾಗೂ ವಿಶ್ವವಿದ್ಯಾಲಯಗಳಲ್ಲಿ ಮೀಸಲಾತಿ ಸಮರ್ಪಕವಾಗಿ ಅನುಷ್ಠಾನವಾಗಲು ಸರ್ಕಾರದ ಅಧಿಸೂಚನೆ ಪ್ರತ್ಯೇಕ ಮೀಸಲಾತಿ ಘಟಕ ರಚಿಸಬೇಕು ಎಂದು ಒತ್ತಾಯಿಸಲಾಯಿತು. ಕ್ಷೇತ್ರಕ ಕ್ಷೇತ್ರಕ್ಕೆ ಒಳಮೀಸಲಾತಿ ಕುರಿತು ಸ್ಪಷ್ಟ ಸರ್ಕಾರಿ ಆದೇಶ ಹೊರಡಿಸಬೇಕು. ಅಂಗೀಕಾರವಾದ ಸಂಸ್ಥೆಗಳು ಸ್ವಾಯತ್ತ ಸಂಸ್ಥೆಗಳ ನೇಮಕಾತಿ ಕ್ರಮವನ್ನು ರದ್ದುಪಡಿಸಿ, ಹೊಸ ರೋಸ್ಟರ್ ಬಿಂದುಗಳನ್ನು ನಿಗದಿಪಡಿಸಿ ಅಧಿಸೂಚನೆ ಹೊರಡಿಸಬೇಕೆಂದು xyxy=(188,429,338,692)
story-column xyxy=(8,1894,178,2161)
story-column xyxy=(852,1352,1022,1830)
